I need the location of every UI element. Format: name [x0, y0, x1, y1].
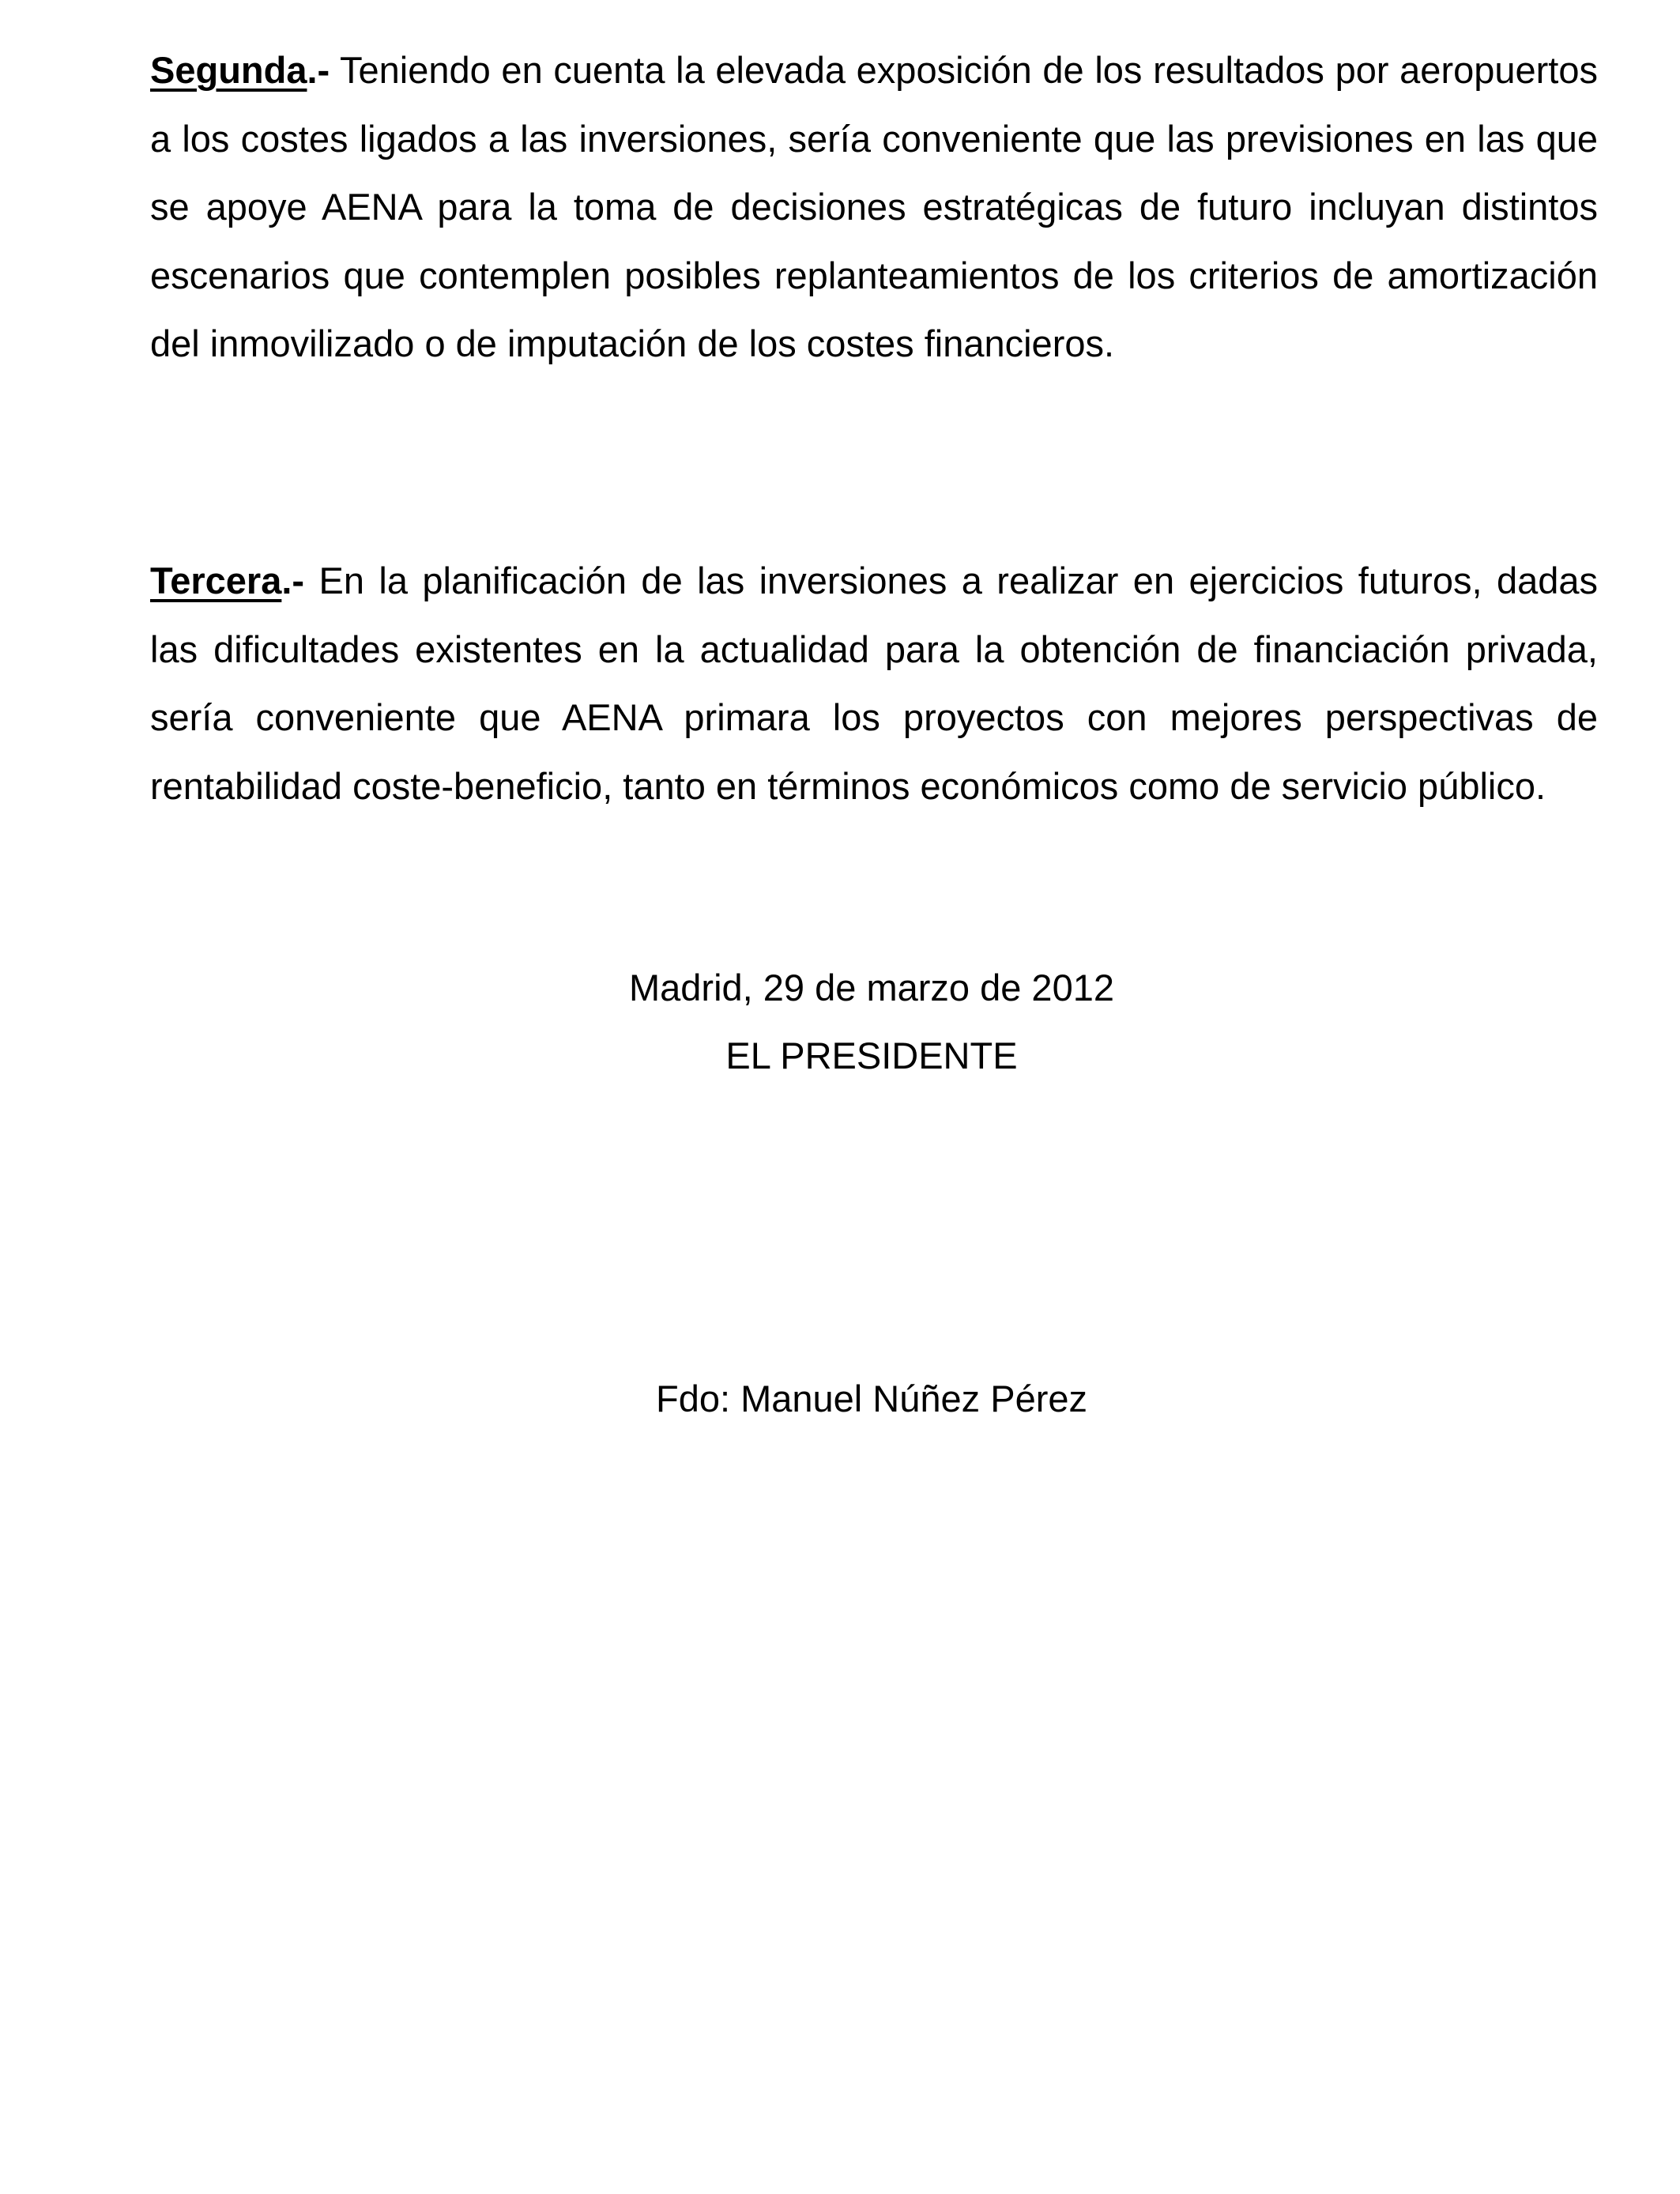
recommendation-segunda [150, 36, 1598, 379]
signatory-name: Fdo: Manuel Núñez Pérez [655, 1378, 1087, 1419]
recommendation-tercera [150, 547, 1598, 820]
place-and-date: Madrid, 29 de marzo de 2012 [629, 967, 1114, 1008]
recommendation-heading: Tercera [150, 560, 282, 601]
signatory-office: EL PRESIDENTE [725, 1035, 1018, 1076]
recommendation-separator: .- [307, 49, 330, 91]
recommendation-separator: .- [281, 560, 305, 601]
recommendation-text: Teniendo en cuenta la elevada exposición de los resultados por aeropuertos a los costes ligados a las inversiones, sería conveniente que las previsiones en las que se apoye AENA para la toma de decisiones estratégicas de futuro incluyan distintos escenarios que contemplen posibles replanteamientos de los criterios de amortización del inmovilizado o de imputación de los costes financieros. [150, 49, 1598, 364]
recommendation-text: En la planificación de las inversiones a realizar en ejercicios futuros, dadas las dificultades existentes en la actualidad para la obtención de financiación privada, sería conveniente que AENA primara los proyectos con mejores perspectivas de rentabilidad coste-beneficio, tanto en términos económicos como de servicio público. [150, 560, 1598, 807]
recommendation-heading: Segunda [150, 49, 307, 91]
